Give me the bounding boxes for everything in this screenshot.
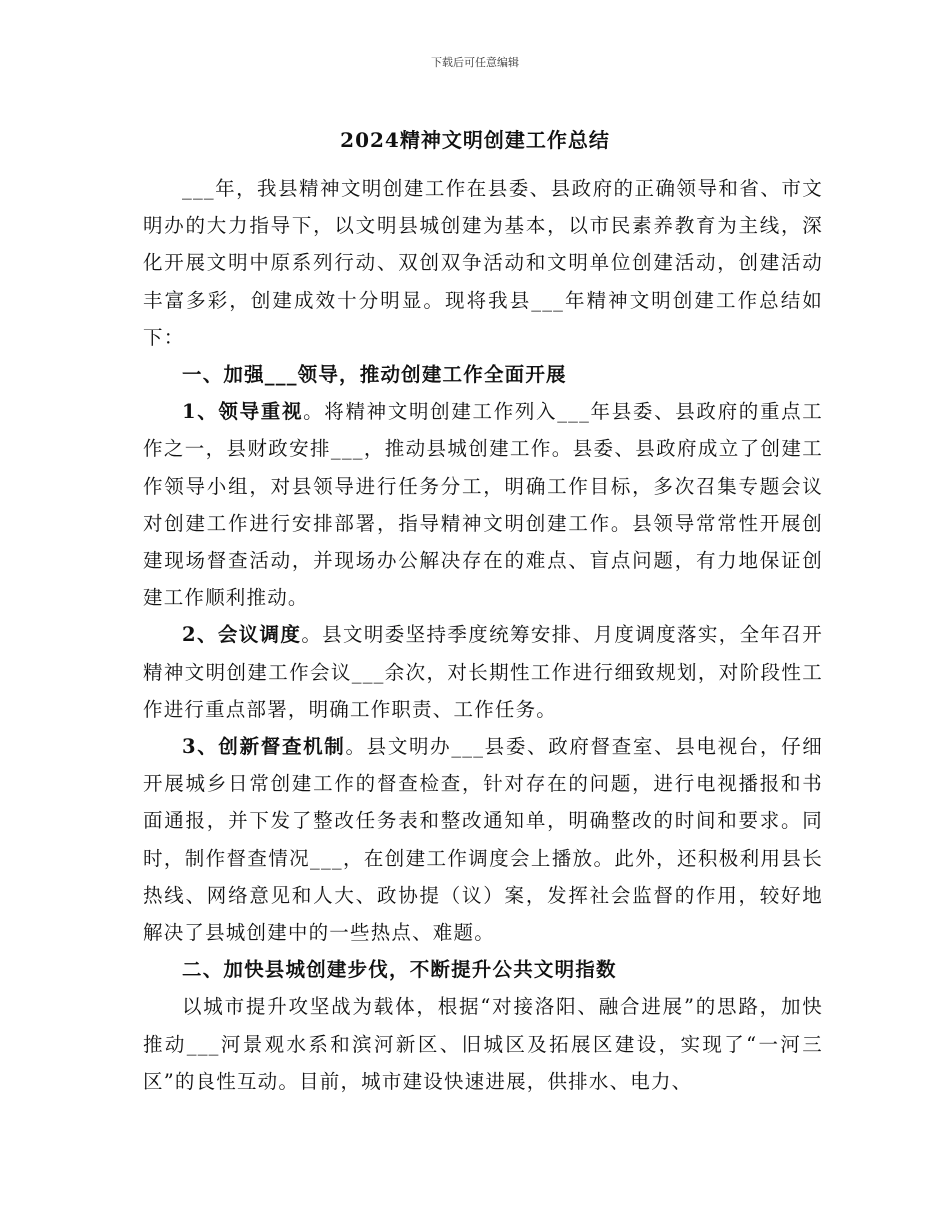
document-title: 2024精神文明创建工作总结 <box>340 128 610 152</box>
intro-paragraph: ___年，我县精神文明创建工作在县委、县政府的正确领导和省、市文明办的大力指导下，以文明县城创建为基本，以市民素养教育为主线，深化开展文明中原系列行动、双创双争活动和文明单位创建活动，创建活动丰富多彩，创建成效十分明显。现将我县___年精神文明创建工作总结如下： <box>143 177 823 349</box>
item-3-text: 。县文明办___县委、政府督查室、县电视台，仔细开展城乡日常创建工作的督查检查，针对存在的问题，进行电视播报和书面通报，并下发了整改任务表和整改通知单，明确整改的时间和要求。同时，制作督查情况___，在创建工作调度会上播放。此外，还积极利用县长热线、网络意见和人大、政协提（议）案，发挥社会监督的作用，较好地解决了县城创建中的一些热点、难题。 <box>143 735 823 945</box>
item-2-text: 。县文明委坚持季度统筹安排、月度调度落实，全年召开精神文明创建工作会议___余次，对长期性工作进行细致规划，对阶段性工作进行重点部署，明确工作职责、工作任务。 <box>143 623 823 721</box>
item-3-paragraph <box>143 728 823 951</box>
item-1-text: 。将精神文明创建工作列入___年县委、县政府的重点工作之一，县财政安排___，推动县城创建工作。县委、县政府成立了创建工作领导小组，对县领导进行任务分工，明确工作目标，多次召集专题会议对创建工作进行安排部署，指导精神文明创建工作。县领导常常性开展创建现场督查活动，并现场办公解决存在的难点、盲点问题，有力地保证创建工作顺利推动。 <box>143 400 823 610</box>
section-2-heading: 二、加快县城创建步伐，不断提升公共文明指数 <box>182 958 617 982</box>
item-2-lead: 2、会议调度 <box>182 623 302 647</box>
item-3-lead: 3、创新督查机制 <box>182 735 346 759</box>
document-body <box>143 170 823 1100</box>
section-2-paragraph: 以城市提升攻坚战为载体，根据“对接洛阳、融合进展”的思路，加快推动___河景观水系和滨河新区、旧城区及拓展区建设，实现了“一河三区”的良性互动。目前，城市建设快速进展，供排水、电力、 <box>143 995 823 1093</box>
page-header-note: 下载后可任意编辑 <box>431 56 519 69</box>
item-2-paragraph <box>143 616 823 728</box>
section-1-heading: 一、加强___领导，推动创建工作全面开展 <box>182 363 567 387</box>
item-1-paragraph <box>143 393 823 616</box>
item-1-lead: 1、领导重视 <box>182 400 304 424</box>
